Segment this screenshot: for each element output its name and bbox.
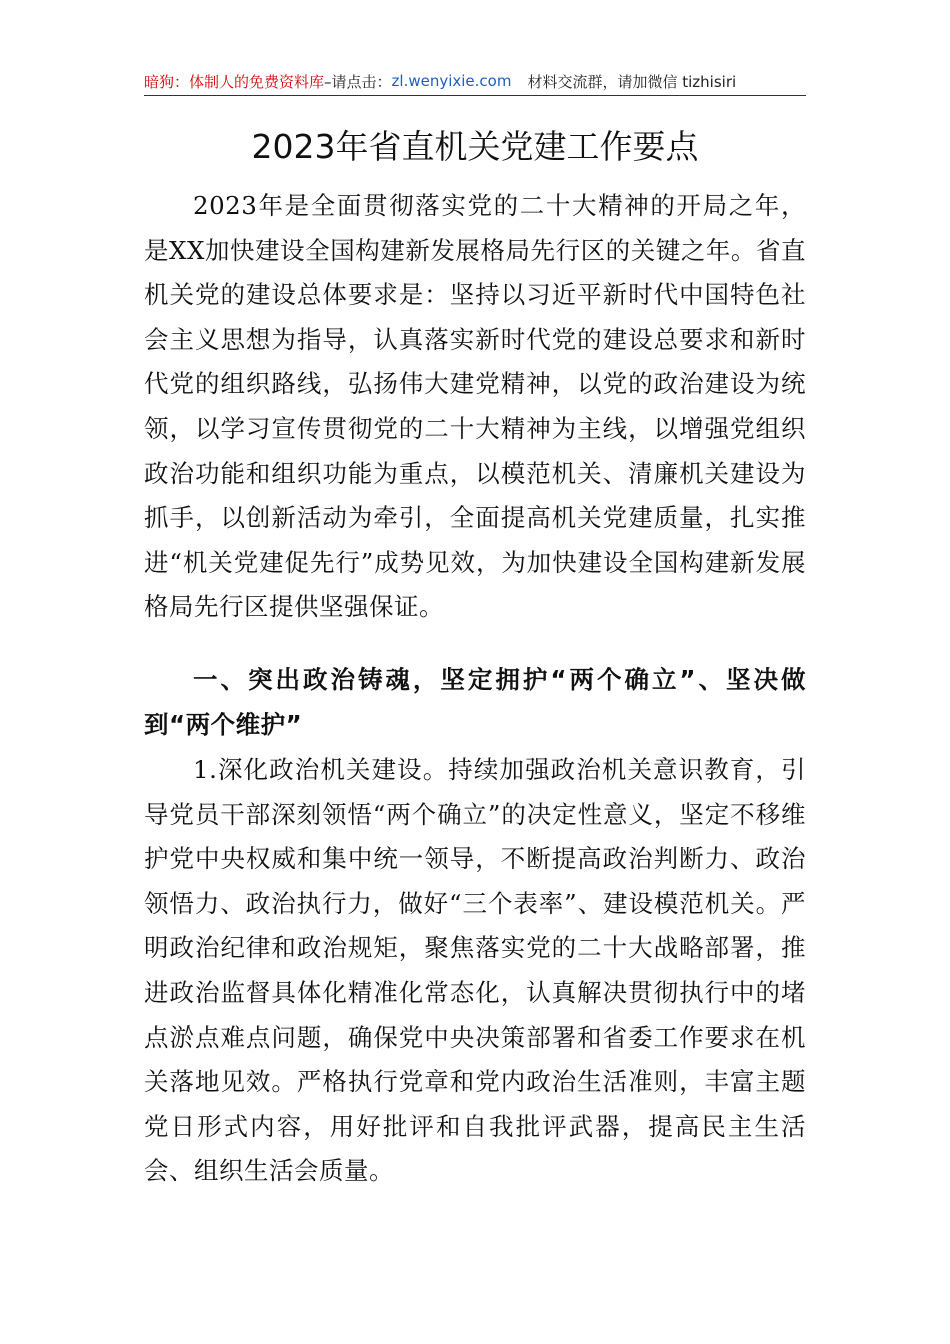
header-source-text: 暗狗：体制人的免费资料库 [144, 72, 325, 91]
header-contact-text: 材料交流群，请加微信 tizhisiri [527, 72, 737, 91]
section-paragraph: 1.深化政治机关建设。持续加强政治机关意识教育，引导党员干部深刻领悟“两个确立”的决定性意义，坚定不移维护党中央权威和集中统一领导，不断提高政治判断力、政治领悟力、政治执行力，做好“三个表率”、建设模范机关。严明政治纪律和政治规矩，聚焦落实党的二十大战略部署，推进政治监督具体化精准化常态化，认真解决贯彻执行中的堵点淤点难点问题，确保党中央决策部署和省委工作要求在机关落地见效。严格执行党章和党内政治生活准则，丰富主题党日形式内容，用好批评和自我批评武器，提高民主生活会、组织生活会质量。 [144, 755, 806, 1186]
intro-paragraph: 2023年是全面贯彻落实党的二十大精神的开局之年，是XX加快建设全国构建新发展格局先行区的关键之年。省直机关党的建设总体要求是：坚持以习近平新时代中国特色社会主义思想为指导，认真落实新时代党的建设总要求和新时代党的组织路线，弘扬伟大建党精神，以党的政治建设为统领，以学习宣传贯彻党的二十大精神为主线，以增强党组织政治功能和组织功能为重点，以模范机关、清廉机关建设为抓手，以创新活动为牵引，全面提高机关党建质量，扎实推进“机关党建促先行”成势见效，为加快建设全国构建新发展格局先行区提供坚强保证。 [144, 191, 806, 622]
header-divider [144, 95, 806, 96]
page-header [144, 68, 806, 94]
header-click-prefix: –请点击： [324, 72, 392, 91]
section-heading: 一、突出政治铸魂，坚定拥护“两个确立”、坚决做到“两个维护” [144, 665, 806, 739]
document-title: 2023年省直机关党建工作要点 [251, 127, 699, 166]
header-url-link[interactable]: zl.wenyixie.com [391, 72, 512, 90]
